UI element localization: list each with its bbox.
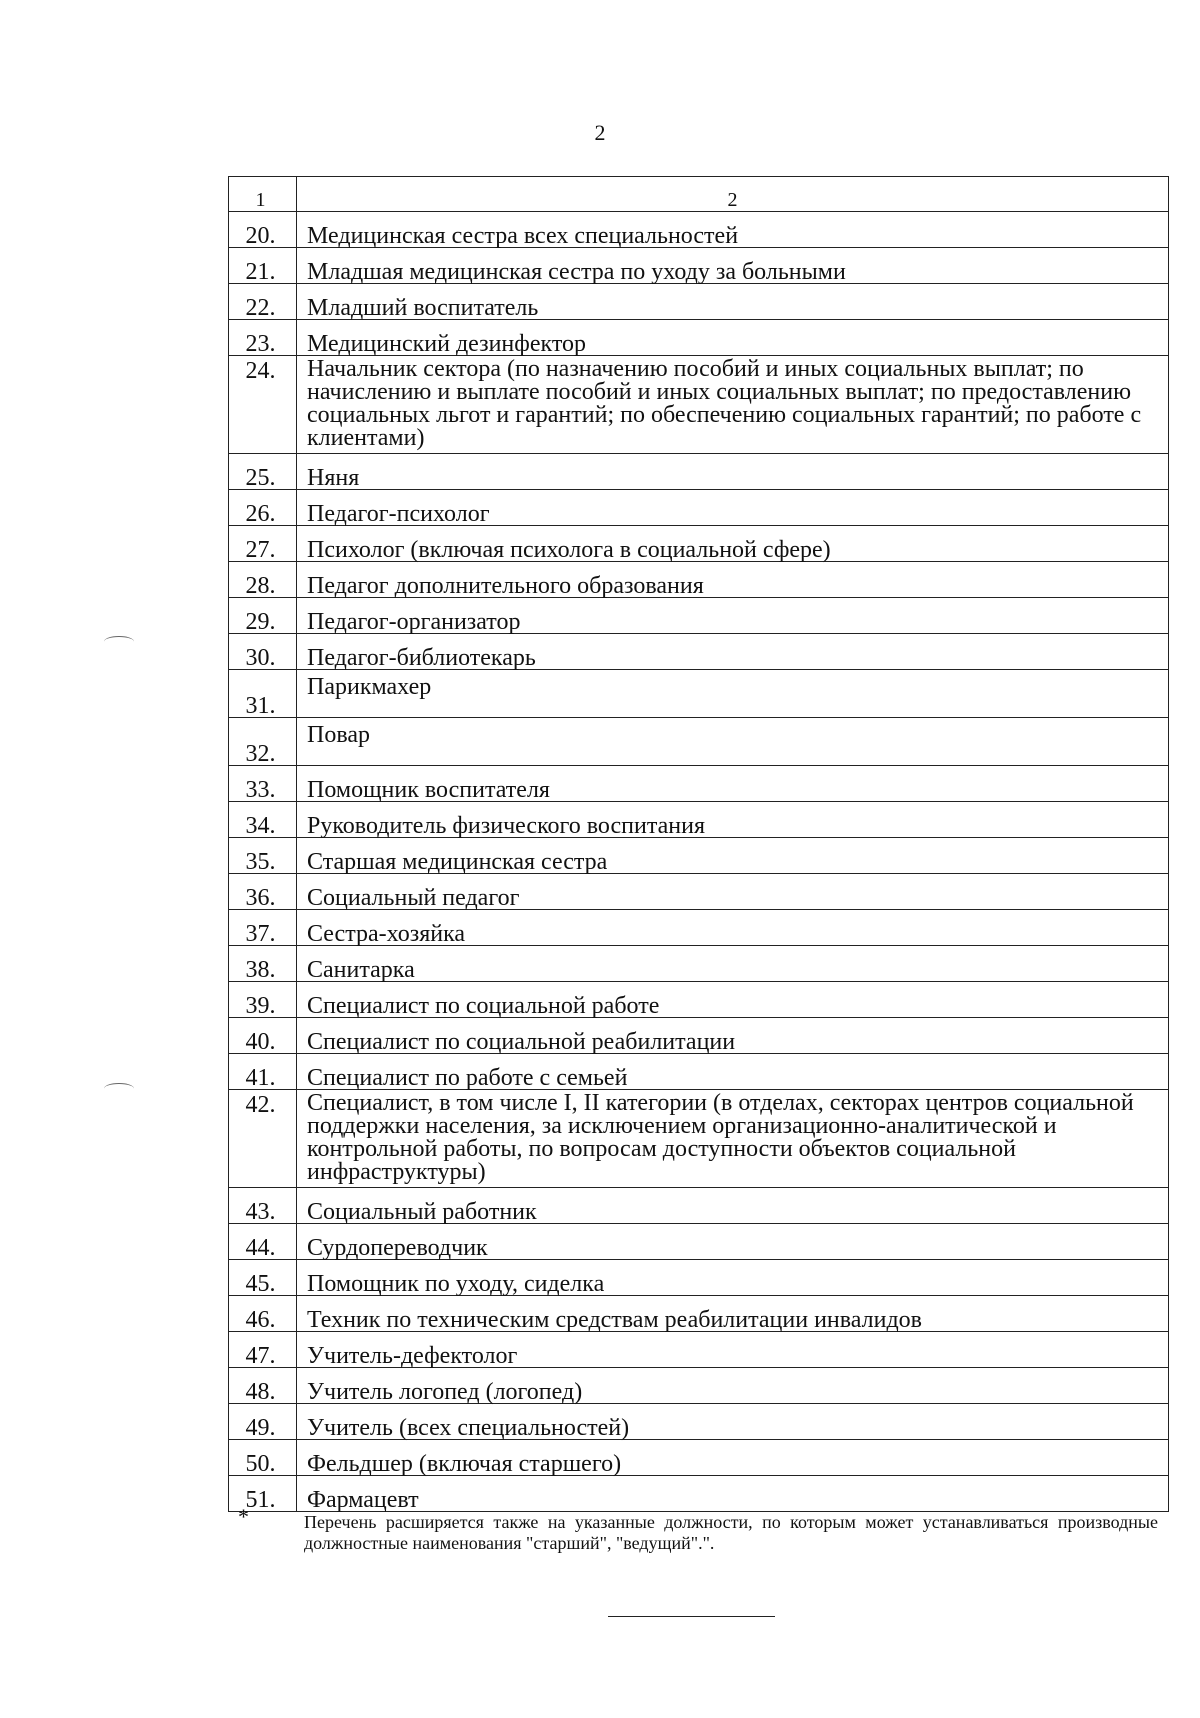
row-number: 26.: [229, 490, 297, 526]
position-title: Парикмахер: [297, 670, 1169, 718]
table-row: [229, 718, 1169, 766]
table-row: [229, 1332, 1169, 1368]
row-number: 41.: [229, 1054, 297, 1090]
position-title: Медицинский дезинфектор: [297, 320, 1169, 356]
position-title: Младший воспитатель: [297, 284, 1169, 320]
row-number: 39.: [229, 982, 297, 1018]
position-title: Специалист по социальной реабилитации: [297, 1018, 1169, 1054]
position-title: Техник по техническим средствам реабилитации инвалидов: [297, 1296, 1169, 1332]
row-number: 50.: [229, 1440, 297, 1476]
table-row: [229, 766, 1169, 802]
row-number: 38.: [229, 946, 297, 982]
position-title: Помощник воспитателя: [297, 766, 1169, 802]
row-number: 31.: [229, 670, 297, 718]
table-row: [229, 284, 1169, 320]
position-title: Педагог дополнительного образования: [297, 562, 1169, 598]
row-number: 37.: [229, 910, 297, 946]
table-row: [229, 1224, 1169, 1260]
table-row: [229, 320, 1169, 356]
page-number: 2: [594, 120, 606, 145]
row-number: 20.: [229, 212, 297, 248]
table-row: [229, 802, 1169, 838]
table-row: [229, 1440, 1169, 1476]
row-number: 21.: [229, 248, 297, 284]
row-number: 35.: [229, 838, 297, 874]
header-col-2: 2: [297, 177, 1169, 212]
position-title: Сестра-хозяйка: [297, 910, 1169, 946]
footnote: [238, 1504, 1158, 1554]
scan-artifact-mark: [104, 636, 134, 647]
table-header-row: [229, 177, 1169, 212]
table-row: [229, 1090, 1169, 1188]
row-number: 30.: [229, 634, 297, 670]
table-row: [229, 212, 1169, 248]
table-row: [229, 1260, 1169, 1296]
table-row: [229, 248, 1169, 284]
position-title: Няня: [297, 454, 1169, 490]
row-number: 49.: [229, 1404, 297, 1440]
header-col-1: 1: [229, 177, 297, 212]
scan-artifact-mark: [104, 1083, 134, 1094]
row-number: 25.: [229, 454, 297, 490]
row-number: 44.: [229, 1224, 297, 1260]
row-number: 32.: [229, 718, 297, 766]
row-number: 34.: [229, 802, 297, 838]
table-row: [229, 910, 1169, 946]
position-title: Учитель (всех специальностей): [297, 1404, 1169, 1440]
row-number: 40.: [229, 1018, 297, 1054]
position-title: Начальник сектора (по назначению пособий и иных социальных выплат; по начислению и выплате пособий и иных социальных выплат; по предоставлению социальных льгот и гарантий; по обеспечению социальных гарантий; по работе с клиентами): [297, 356, 1169, 454]
table-row: [229, 598, 1169, 634]
position-title: Педагог-психолог: [297, 490, 1169, 526]
table-row: [229, 1054, 1169, 1090]
position-title: Помощник по уходу, сиделка: [297, 1260, 1169, 1296]
position-title: Санитарка: [297, 946, 1169, 982]
position-title: Специалист по социальной работе: [297, 982, 1169, 1018]
table-row: [229, 838, 1169, 874]
row-number: 48.: [229, 1368, 297, 1404]
position-title: Младшая медицинская сестра по уходу за больными: [297, 248, 1169, 284]
row-number: 29.: [229, 598, 297, 634]
end-of-document-rule: [608, 1616, 775, 1617]
table-row: [229, 1296, 1169, 1332]
position-title: Педагог-организатор: [297, 598, 1169, 634]
position-title: Фельдшер (включая старшего): [297, 1440, 1169, 1476]
position-title: Руководитель физического воспитания: [297, 802, 1169, 838]
table-row: [229, 874, 1169, 910]
position-title: Специалист, в том числе I, II категории (в отделах, секторах центров социальной поддержки населения, за исключением организационно-аналитической и контрольной работы, по вопросам доступности объектов социальной инфраструктуры): [297, 1090, 1169, 1188]
table-row: [229, 1188, 1169, 1224]
position-title: Специалист по работе с семьей: [297, 1054, 1169, 1090]
table-row: [229, 1476, 1169, 1512]
row-number: 46.: [229, 1296, 297, 1332]
table-row: [229, 1368, 1169, 1404]
position-title: Учитель-дефектолог: [297, 1332, 1169, 1368]
footnote-text: Перечень расширяется также на указанные должности, по которым может устанавливаться производные должностные наименования "старший", "ведущий".".: [304, 1512, 1158, 1553]
table-row: [229, 1018, 1169, 1054]
position-title: Социальный педагог: [297, 874, 1169, 910]
row-number: 22.: [229, 284, 297, 320]
row-number: 33.: [229, 766, 297, 802]
row-number: 28.: [229, 562, 297, 598]
table-row: [229, 490, 1169, 526]
position-title: Педагог-библиотекарь: [297, 634, 1169, 670]
row-number: 51.: [229, 1476, 297, 1512]
positions-table: [228, 176, 1169, 1512]
table-row: [229, 526, 1169, 562]
row-number: 36.: [229, 874, 297, 910]
position-title: Фармацевт: [297, 1476, 1169, 1512]
table-row: [229, 946, 1169, 982]
position-title: Сурдопереводчик: [297, 1224, 1169, 1260]
row-number: 42.: [229, 1090, 297, 1188]
position-title: Психолог (включая психолога в социальной сфере): [297, 526, 1169, 562]
row-number: 23.: [229, 320, 297, 356]
row-number: 45.: [229, 1260, 297, 1296]
position-title: Учитель логопед (логопед): [297, 1368, 1169, 1404]
row-number: 43.: [229, 1188, 297, 1224]
row-number: 27.: [229, 526, 297, 562]
table-row: [229, 454, 1169, 490]
table-row: [229, 982, 1169, 1018]
position-title: Старшая медицинская сестра: [297, 838, 1169, 874]
table-row: [229, 1404, 1169, 1440]
table-row: [229, 562, 1169, 598]
footnote-marker: *: [238, 1504, 249, 1529]
position-title: Медицинская сестра всех специальностей: [297, 212, 1169, 248]
table-row: [229, 356, 1169, 454]
position-title: Социальный работник: [297, 1188, 1169, 1224]
table-row: [229, 670, 1169, 718]
table-row: [229, 634, 1169, 670]
position-title: Повар: [297, 718, 1169, 766]
row-number: 24.: [229, 356, 297, 454]
row-number: 47.: [229, 1332, 297, 1368]
